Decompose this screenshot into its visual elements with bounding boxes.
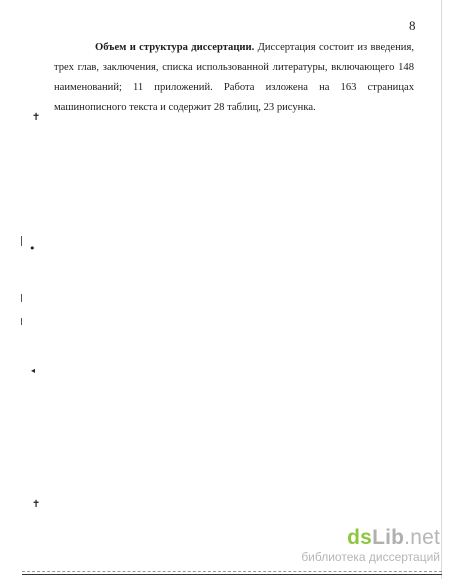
watermark-logo: [280, 527, 440, 549]
scan-artifact-mark: ✝: [32, 499, 41, 510]
page-number: 8: [409, 18, 416, 33]
paragraph-heading: Объем и структура диссертации.: [95, 42, 255, 53]
page-right-edge: [441, 0, 442, 579]
scan-bottom-line: [22, 574, 442, 575]
body-paragraph: [54, 38, 414, 118]
paragraph-text: Диссертация состоит из введения, трех глав, заключения, списка использованной литературы, включающего 148 наименований; 11 приложений. Работа изложена на 163 страницах машинописного текста и содержит 28 таблиц, 23 рисунка.: [54, 42, 414, 113]
watermark-logo-lib: Lib: [372, 526, 405, 549]
scan-artifact-mark: ✝: [32, 112, 41, 123]
scan-artifact-tick: [21, 294, 22, 302]
scan-bottom-dots: [22, 571, 442, 573]
watermark-logo-prefix: ds: [347, 526, 373, 549]
watermark-subtitle: библиотека диссертаций: [301, 550, 440, 564]
watermark: [280, 527, 440, 564]
scan-artifact-tick: [21, 318, 22, 325]
scan-artifact-mark: •: [29, 242, 36, 255]
scan-artifact-tick: [21, 236, 22, 246]
watermark-logo-suffix: .net: [404, 526, 440, 549]
scan-artifact-mark: ◂: [31, 366, 36, 375]
